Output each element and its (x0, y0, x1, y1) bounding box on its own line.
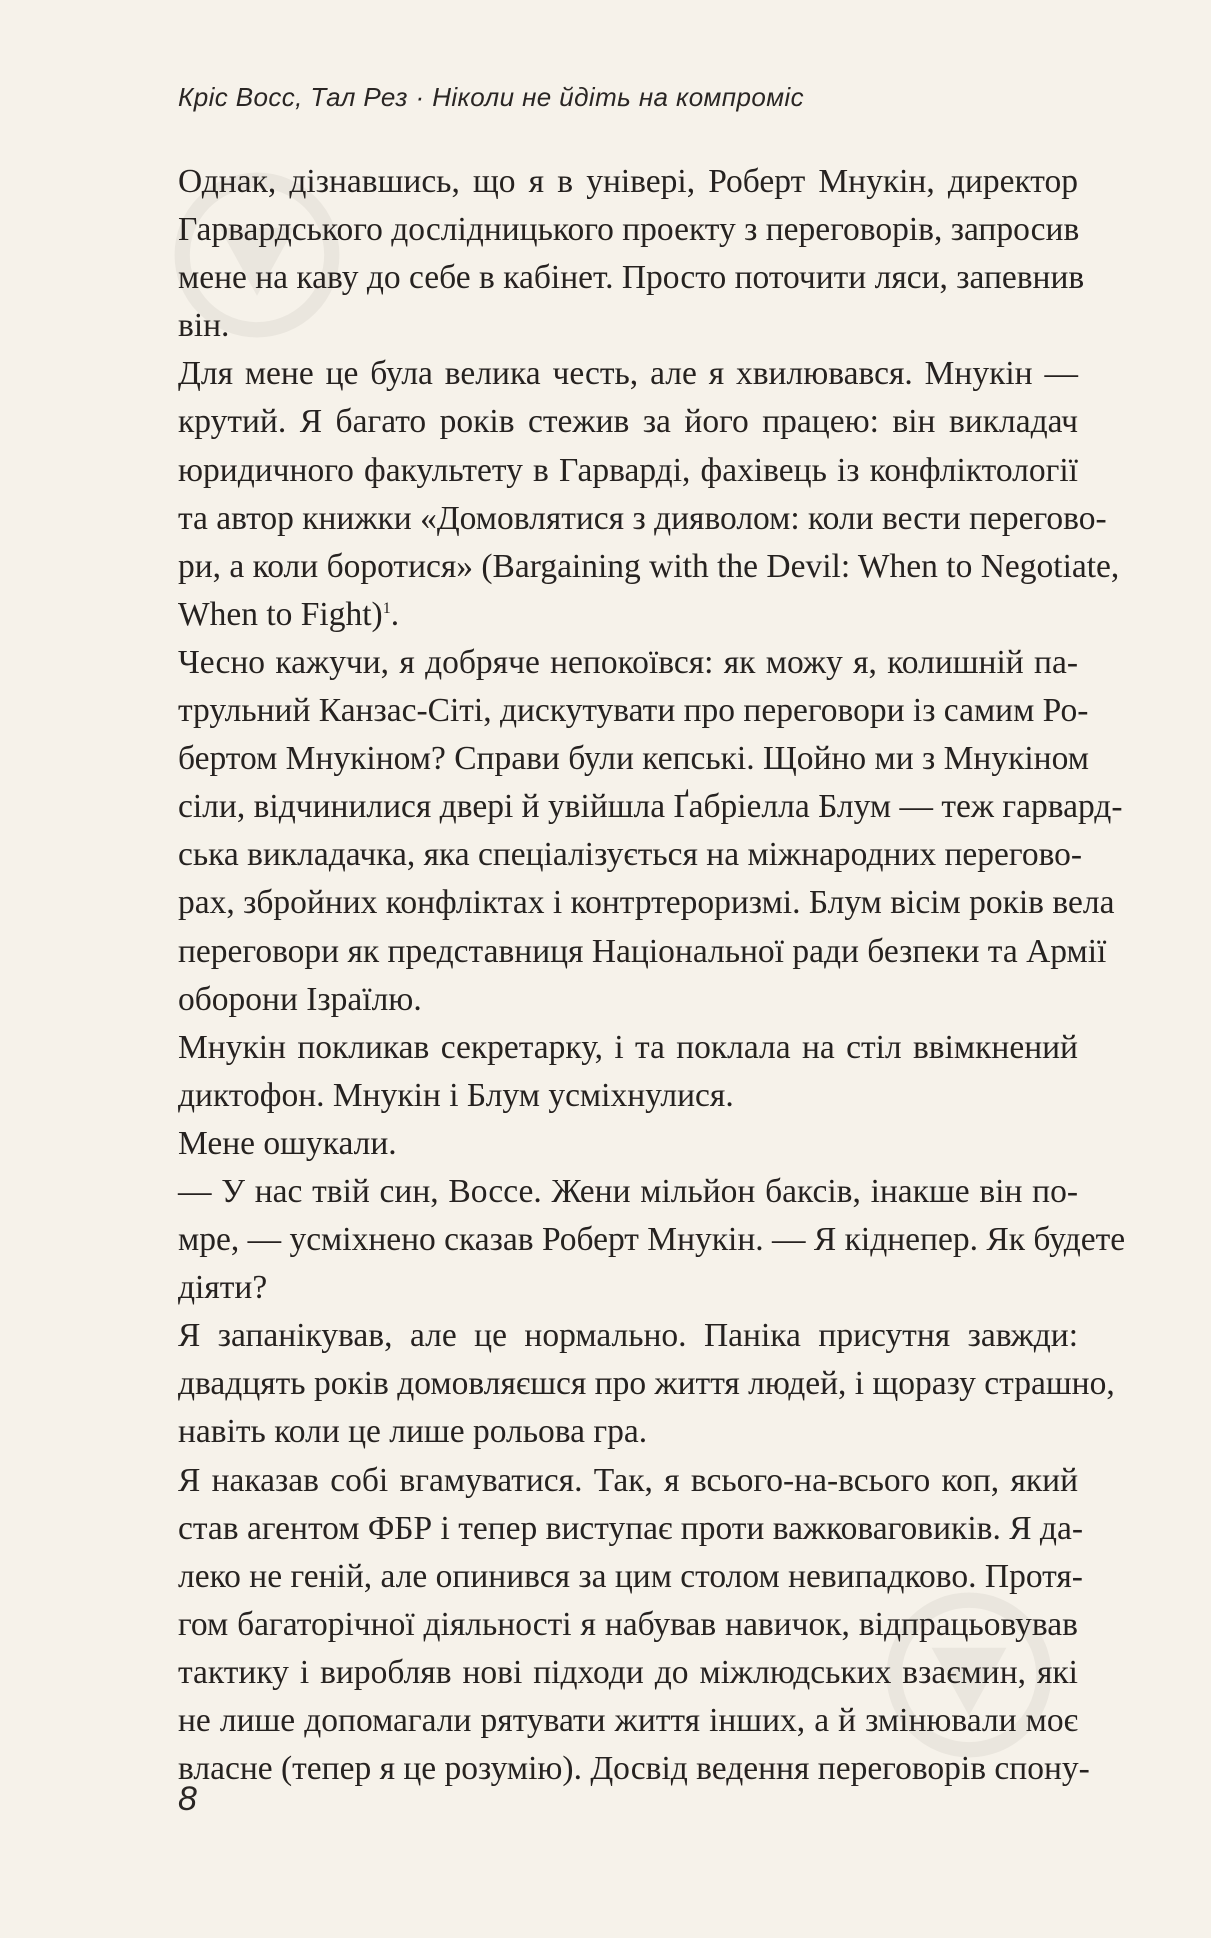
line-text: власне (тепер я це розумію). Досвід ведення переговорів спону- (178, 1750, 1090, 1788)
line-text: диктофон. Мнукін і Блум усміхнулися. (178, 1076, 734, 1114)
line-text: юридичного факультету в Гарварді, фахівець із конфліктології (178, 451, 1078, 489)
line-text: Однак, дізнавшись, що я в універі, Роберт Мнукін, директор (178, 163, 1078, 200)
line-text: сіли, відчинилися двері й увійшла Ґабріелла Блум — теж гарвард- (178, 788, 1123, 826)
line-text: переговори як представниця Національної ради безпеки та Армії (178, 932, 1107, 970)
line-text: Мене ошукали. (178, 1124, 397, 1162)
line-text: крутий. Я багато років стежив за його працею: він викладач (178, 403, 1078, 441)
text-line (178, 928, 1107, 976)
line-text: мене на каву до себе в кабінет. Просто поточити ляси, запевнив (178, 259, 1085, 297)
line-text: Для мене це була велика честь, але я хвилювався. Мнукін — (178, 355, 1078, 393)
line-tail: . (390, 595, 400, 633)
line-text: навіть коли це лише рольова гра. (178, 1413, 648, 1451)
text-line (178, 1024, 1078, 1072)
paragraph (178, 1120, 1078, 1168)
text-line (178, 591, 1078, 639)
line-text: Гарвардського дослідницького проекту з переговорів, запросив (178, 211, 1080, 249)
paragraph (178, 1457, 1090, 1794)
line-text: Мнукін покликав секретарку, і та поклала на стіл ввімкнений (178, 1028, 1078, 1066)
paragraph (178, 1168, 1126, 1312)
line-text: мре, — усміхнено сказав Роберт Мнукін. — Я кіднепер. Як будете (178, 1221, 1126, 1259)
text-line (178, 302, 1078, 350)
text-line (178, 1553, 1083, 1601)
line-text: він. (178, 307, 230, 345)
text-line (178, 447, 1078, 495)
line-text: став агентом ФБР і тепер виступає проти важковаговиків. Я да- (178, 1509, 1083, 1547)
body-text (178, 158, 1126, 1793)
line-text: тактику і виробляв нові підходи до міжлюдських взаємин, які (178, 1653, 1078, 1691)
text-line (178, 1457, 1078, 1505)
text-line (178, 206, 1078, 254)
line-text: ри, а коли боротися» (Bargaining with the Devil: When to Negotiate, (178, 547, 1120, 585)
line-text: Я запанікував, але це нормально. Паніка присутня завжди: (178, 1317, 1078, 1355)
text-line (178, 350, 1078, 398)
text-line (178, 1649, 1078, 1697)
text-line (178, 1408, 1078, 1456)
paragraph (178, 350, 1120, 639)
text-line (178, 1216, 1126, 1264)
line-text: діяти? (178, 1269, 268, 1307)
text-line (178, 1697, 1078, 1745)
line-text: Я наказав собі вгамуватися. Так, я всього-на-всього коп, який (178, 1461, 1078, 1499)
text-line (178, 639, 1078, 687)
text-line (178, 1745, 1090, 1793)
text-line (178, 543, 1120, 591)
text-line (178, 1120, 1078, 1168)
line-text: та автор книжки «Домовлятися з дияволом: коли вести перегово- (178, 499, 1107, 537)
text-line (178, 831, 1083, 879)
line-text: не лише допомагали рятувати життя інших, а й змінювали моє (178, 1702, 1078, 1739)
line-text: трульний Канзас-Сіті, дискутувати про переговори із самим Ро- (178, 692, 1089, 730)
paragraph (178, 1312, 1115, 1456)
paragraph (178, 639, 1123, 1024)
line-text: When to Fight) (178, 595, 383, 633)
text-line (178, 158, 1078, 206)
line-text: гом багаторічної діяльності я набував навичок, відпрацьовував (178, 1605, 1078, 1643)
text-line (178, 879, 1115, 927)
running-head: Кріс Восс, Тал Рез · Ніколи не йдіть на компроміс (178, 82, 805, 112)
text-line (178, 1312, 1078, 1360)
footnote-marker[interactable]: 1 (382, 599, 391, 617)
text-line (178, 1072, 1078, 1120)
text-line (178, 1264, 1078, 1312)
paragraph (178, 158, 1085, 350)
line-text: леко не геній, але опинився за цим столом невипадково. Протя- (178, 1557, 1083, 1595)
text-line (178, 976, 1078, 1024)
text-line (178, 783, 1123, 831)
line-text: Чесно кажучи, я добряче непокоївся: як можу я, колишній па- (178, 643, 1078, 681)
line-text: — У нас твій син, Воссе. Жени мільйон баксів, інакше він по- (178, 1172, 1078, 1210)
text-line (178, 1505, 1083, 1553)
line-text: двадцять років домовляєшся про життя людей, і щоразу страшно, (178, 1365, 1115, 1403)
text-line (178, 1360, 1115, 1408)
text-line (178, 398, 1078, 446)
line-text: бертом Мнукіном? Справи були кепські. Щойно ми з Мнукіном (178, 740, 1089, 778)
text-line (178, 495, 1107, 543)
line-text: рах, збройних конфліктах і контртероризмі. Блум вісім років вела (178, 884, 1115, 922)
line-text: ська викладачка, яка спеціалізується на міжнародних перегово- (178, 836, 1083, 874)
text-line (178, 735, 1089, 783)
text-line (178, 1601, 1078, 1649)
line-text: оборони Ізраїлю. (178, 980, 422, 1018)
text-line (178, 254, 1085, 302)
paragraph (178, 1024, 1078, 1120)
text-line (178, 1168, 1078, 1216)
text-line (178, 687, 1089, 735)
page-number: 8 (178, 1780, 197, 1818)
